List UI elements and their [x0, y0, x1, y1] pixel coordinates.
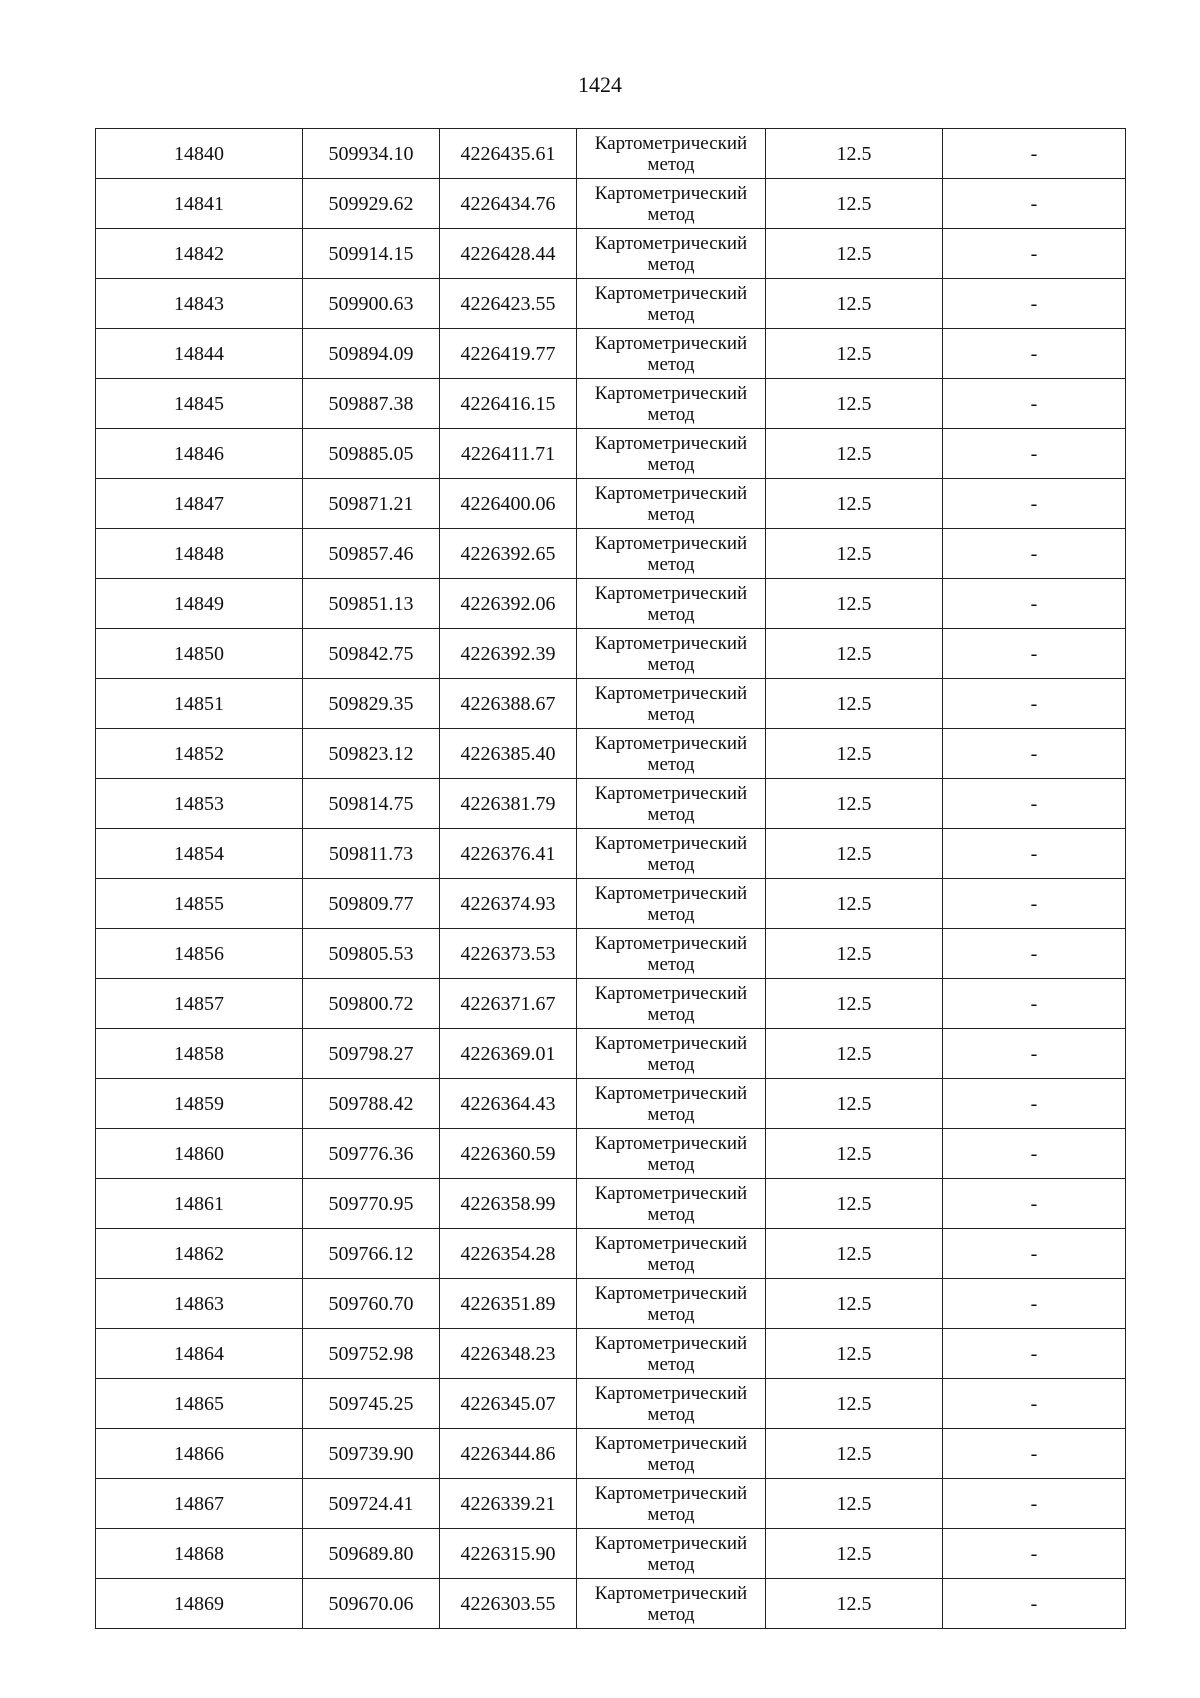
- y-coordinate-cell: 4226392.06: [440, 579, 577, 629]
- y-coordinate-cell: 4226381.79: [440, 779, 577, 829]
- y-coordinate-cell: 4226364.43: [440, 1079, 577, 1129]
- point-id-cell: 14868: [96, 1529, 303, 1579]
- x-coordinate-cell: 509823.12: [303, 729, 440, 779]
- method-text-line2: метод: [647, 1353, 695, 1375]
- method-text-line2: метод: [647, 353, 695, 375]
- note-cell: -: [943, 279, 1126, 329]
- point-id-cell: 14840: [96, 129, 303, 179]
- method-cell: [577, 229, 766, 279]
- note-cell: -: [943, 879, 1126, 929]
- method-text-line1: Картометрический: [594, 1332, 748, 1354]
- note-cell: -: [943, 729, 1126, 779]
- table-row: [96, 1229, 1126, 1279]
- method-cell: [577, 329, 766, 379]
- y-coordinate-cell: 4226416.15: [440, 379, 577, 429]
- point-id-cell: 14846: [96, 429, 303, 479]
- accuracy-cell: 12.5: [766, 829, 943, 879]
- method-text-line1: Картометрический: [594, 1082, 748, 1104]
- method-text-line2: метод: [647, 1153, 695, 1175]
- point-id-cell: 14866: [96, 1429, 303, 1479]
- table-row: [96, 429, 1126, 479]
- x-coordinate-cell: 509929.62: [303, 179, 440, 229]
- note-cell: -: [943, 429, 1126, 479]
- method-text-line1: Картометрический: [594, 582, 748, 604]
- note-cell: -: [943, 229, 1126, 279]
- method-text-line2: метод: [647, 1253, 695, 1275]
- method-text-line2: метод: [647, 653, 695, 675]
- x-coordinate-cell: 509894.09: [303, 329, 440, 379]
- point-id-cell: 14848: [96, 529, 303, 579]
- method-cell: [577, 1429, 766, 1479]
- accuracy-cell: 12.5: [766, 1429, 943, 1479]
- y-coordinate-cell: 4226376.41: [440, 829, 577, 879]
- table-row: [96, 479, 1126, 529]
- point-id-cell: 14850: [96, 629, 303, 679]
- method-text-line1: Картометрический: [594, 232, 748, 254]
- method-cell: [577, 729, 766, 779]
- y-coordinate-cell: 4226371.67: [440, 979, 577, 1029]
- point-id-cell: 14858: [96, 1029, 303, 1079]
- note-cell: -: [943, 329, 1126, 379]
- table-row: [96, 979, 1126, 1029]
- method-cell: [577, 929, 766, 979]
- method-text-line1: Картометрический: [594, 882, 748, 904]
- method-text-line1: Картометрический: [594, 782, 748, 804]
- accuracy-cell: 12.5: [766, 1179, 943, 1229]
- table-row: [96, 1029, 1126, 1079]
- y-coordinate-cell: 4226351.89: [440, 1279, 577, 1329]
- table-row: [96, 379, 1126, 429]
- method-cell: [577, 1329, 766, 1379]
- method-text-line2: метод: [647, 1303, 695, 1325]
- point-id-cell: 14854: [96, 829, 303, 879]
- x-coordinate-cell: 509871.21: [303, 479, 440, 529]
- table-row: [96, 1179, 1126, 1229]
- method-text-line2: метод: [647, 1053, 695, 1075]
- note-cell: -: [943, 579, 1126, 629]
- table-row: [96, 729, 1126, 779]
- table-row: [96, 629, 1126, 679]
- method-text-line2: метод: [647, 153, 695, 175]
- x-coordinate-cell: 509814.75: [303, 779, 440, 829]
- accuracy-cell: 12.5: [766, 279, 943, 329]
- x-coordinate-cell: 509857.46: [303, 529, 440, 579]
- point-id-cell: 14853: [96, 779, 303, 829]
- table-row: [96, 1429, 1126, 1479]
- method-cell: [577, 1379, 766, 1429]
- x-coordinate-cell: 509800.72: [303, 979, 440, 1029]
- method-text-line1: Картометрический: [594, 332, 748, 354]
- method-text-line2: метод: [647, 453, 695, 475]
- x-coordinate-cell: 509900.63: [303, 279, 440, 329]
- method-text-line2: метод: [647, 1553, 695, 1575]
- table-row: [96, 1329, 1126, 1379]
- y-coordinate-cell: 4226358.99: [440, 1179, 577, 1229]
- note-cell: -: [943, 479, 1126, 529]
- point-id-cell: 14869: [96, 1579, 303, 1629]
- table-row: [96, 329, 1126, 379]
- y-coordinate-cell: 4226423.55: [440, 279, 577, 329]
- table-row: [96, 929, 1126, 979]
- x-coordinate-cell: 509914.15: [303, 229, 440, 279]
- method-text-line1: Картометрический: [594, 1032, 748, 1054]
- y-coordinate-cell: 4226388.67: [440, 679, 577, 729]
- note-cell: -: [943, 629, 1126, 679]
- method-cell: [577, 1079, 766, 1129]
- method-cell: [577, 179, 766, 229]
- point-id-cell: 14862: [96, 1229, 303, 1279]
- method-text-line2: метод: [647, 203, 695, 225]
- accuracy-cell: 12.5: [766, 379, 943, 429]
- note-cell: -: [943, 929, 1126, 979]
- method-cell: [577, 129, 766, 179]
- accuracy-cell: 12.5: [766, 679, 943, 729]
- point-id-cell: 14844: [96, 329, 303, 379]
- method-cell: [577, 1179, 766, 1229]
- method-text-line1: Картометрический: [594, 382, 748, 404]
- note-cell: -: [943, 1529, 1126, 1579]
- x-coordinate-cell: 509842.75: [303, 629, 440, 679]
- method-text-line1: Картометрический: [594, 282, 748, 304]
- table-row: [96, 229, 1126, 279]
- method-text-line1: Картометрический: [594, 632, 748, 654]
- method-text-line1: Картометрический: [594, 1182, 748, 1204]
- y-coordinate-cell: 4226339.21: [440, 1479, 577, 1529]
- accuracy-cell: 12.5: [766, 529, 943, 579]
- point-id-cell: 14847: [96, 479, 303, 529]
- y-coordinate-cell: 4226369.01: [440, 1029, 577, 1079]
- accuracy-cell: 12.5: [766, 479, 943, 529]
- method-text-line2: метод: [647, 903, 695, 925]
- method-cell: [577, 529, 766, 579]
- y-coordinate-cell: 4226392.39: [440, 629, 577, 679]
- point-id-cell: 14859: [96, 1079, 303, 1129]
- accuracy-cell: 12.5: [766, 179, 943, 229]
- method-cell: [577, 579, 766, 629]
- table-row: [96, 879, 1126, 929]
- method-text-line2: метод: [647, 603, 695, 625]
- page-number: 1424: [578, 72, 622, 97]
- coordinates-table: [95, 128, 1126, 1629]
- point-id-cell: 14860: [96, 1129, 303, 1179]
- accuracy-cell: 12.5: [766, 779, 943, 829]
- method-text-line2: метод: [647, 853, 695, 875]
- method-text-line1: Картометрический: [594, 1432, 748, 1454]
- method-text-line2: метод: [647, 403, 695, 425]
- point-id-cell: 14849: [96, 579, 303, 629]
- accuracy-cell: 12.5: [766, 1129, 943, 1179]
- method-cell: [577, 379, 766, 429]
- method-text-line2: метод: [647, 703, 695, 725]
- note-cell: -: [943, 179, 1126, 229]
- accuracy-cell: 12.5: [766, 929, 943, 979]
- table-row: [96, 579, 1126, 629]
- point-id-cell: 14867: [96, 1479, 303, 1529]
- y-coordinate-cell: 4226315.90: [440, 1529, 577, 1579]
- method-text-line1: Картометрический: [594, 932, 748, 954]
- accuracy-cell: 12.5: [766, 629, 943, 679]
- point-id-cell: 14865: [96, 1379, 303, 1429]
- coordinates-table-body: [96, 129, 1126, 1629]
- accuracy-cell: 12.5: [766, 129, 943, 179]
- method-cell: [577, 279, 766, 329]
- method-cell: [577, 1279, 766, 1329]
- y-coordinate-cell: 4226411.71: [440, 429, 577, 479]
- point-id-cell: 14857: [96, 979, 303, 1029]
- method-text-line1: Картометрический: [594, 432, 748, 454]
- accuracy-cell: 12.5: [766, 429, 943, 479]
- method-text-line1: Картометрический: [594, 532, 748, 554]
- method-text-line1: Картометрический: [594, 982, 748, 1004]
- x-coordinate-cell: 509766.12: [303, 1229, 440, 1279]
- method-cell: [577, 1129, 766, 1179]
- x-coordinate-cell: 509776.36: [303, 1129, 440, 1179]
- accuracy-cell: 12.5: [766, 1229, 943, 1279]
- method-text-line2: метод: [647, 1603, 695, 1625]
- point-id-cell: 14864: [96, 1329, 303, 1379]
- table-row: [96, 779, 1126, 829]
- point-id-cell: 14851: [96, 679, 303, 729]
- table-row: [96, 1479, 1126, 1529]
- method-cell: [577, 1579, 766, 1629]
- method-text-line1: Картометрический: [594, 1282, 748, 1304]
- note-cell: -: [943, 1329, 1126, 1379]
- x-coordinate-cell: 509760.70: [303, 1279, 440, 1329]
- method-text-line2: метод: [647, 953, 695, 975]
- table-row: [96, 529, 1126, 579]
- table-row: [96, 1579, 1126, 1629]
- note-cell: -: [943, 1379, 1126, 1429]
- point-id-cell: 14855: [96, 879, 303, 929]
- x-coordinate-cell: 509805.53: [303, 929, 440, 979]
- accuracy-cell: 12.5: [766, 1279, 943, 1329]
- method-cell: [577, 1479, 766, 1529]
- method-text-line1: Картометрический: [594, 1132, 748, 1154]
- method-cell: [577, 1229, 766, 1279]
- method-text-line2: метод: [647, 803, 695, 825]
- x-coordinate-cell: 509670.06: [303, 1579, 440, 1629]
- table-row: [96, 679, 1126, 729]
- y-coordinate-cell: 4226392.65: [440, 529, 577, 579]
- method-text-line1: Картометрический: [594, 732, 748, 754]
- method-text-line2: метод: [647, 1403, 695, 1425]
- method-text-line2: метод: [647, 753, 695, 775]
- y-coordinate-cell: 4226400.06: [440, 479, 577, 529]
- note-cell: -: [943, 1029, 1126, 1079]
- table-row: [96, 1079, 1126, 1129]
- method-text-line1: Картометрический: [594, 1532, 748, 1554]
- y-coordinate-cell: 4226434.76: [440, 179, 577, 229]
- note-cell: -: [943, 1579, 1126, 1629]
- table-row: [96, 829, 1126, 879]
- accuracy-cell: 12.5: [766, 1479, 943, 1529]
- x-coordinate-cell: 509739.90: [303, 1429, 440, 1479]
- method-text-line2: метод: [647, 1503, 695, 1525]
- accuracy-cell: 12.5: [766, 579, 943, 629]
- y-coordinate-cell: 4226348.23: [440, 1329, 577, 1379]
- table-row: [96, 1529, 1126, 1579]
- y-coordinate-cell: 4226374.93: [440, 879, 577, 929]
- x-coordinate-cell: 509809.77: [303, 879, 440, 929]
- y-coordinate-cell: 4226303.55: [440, 1579, 577, 1629]
- method-text-line2: метод: [647, 553, 695, 575]
- point-id-cell: 14845: [96, 379, 303, 429]
- note-cell: -: [943, 679, 1126, 729]
- accuracy-cell: 12.5: [766, 1079, 943, 1129]
- note-cell: -: [943, 1079, 1126, 1129]
- method-text-line2: метод: [647, 1103, 695, 1125]
- table-row: [96, 1279, 1126, 1329]
- note-cell: -: [943, 829, 1126, 879]
- method-cell: [577, 679, 766, 729]
- method-cell: [577, 629, 766, 679]
- x-coordinate-cell: 509934.10: [303, 129, 440, 179]
- method-text-line1: Картометрический: [594, 1582, 748, 1604]
- note-cell: -: [943, 779, 1126, 829]
- x-coordinate-cell: 509724.41: [303, 1479, 440, 1529]
- point-id-cell: 14861: [96, 1179, 303, 1229]
- point-id-cell: 14843: [96, 279, 303, 329]
- method-text-line1: Картометрический: [594, 182, 748, 204]
- method-text-line1: Картометрический: [594, 1482, 748, 1504]
- method-text-line1: Картометрический: [594, 1232, 748, 1254]
- y-coordinate-cell: 4226419.77: [440, 329, 577, 379]
- method-text-line1: Картометрический: [594, 482, 748, 504]
- accuracy-cell: 12.5: [766, 1029, 943, 1079]
- x-coordinate-cell: 509887.38: [303, 379, 440, 429]
- method-text-line2: метод: [647, 1203, 695, 1225]
- point-id-cell: 14852: [96, 729, 303, 779]
- note-cell: -: [943, 1179, 1126, 1229]
- x-coordinate-cell: 509770.95: [303, 1179, 440, 1229]
- method-text-line1: Картометрический: [594, 1382, 748, 1404]
- x-coordinate-cell: 509829.35: [303, 679, 440, 729]
- accuracy-cell: 12.5: [766, 229, 943, 279]
- table-row: [96, 179, 1126, 229]
- accuracy-cell: 12.5: [766, 1379, 943, 1429]
- x-coordinate-cell: 509885.05: [303, 429, 440, 479]
- x-coordinate-cell: 509788.42: [303, 1079, 440, 1129]
- x-coordinate-cell: 509811.73: [303, 829, 440, 879]
- x-coordinate-cell: 509689.80: [303, 1529, 440, 1579]
- note-cell: -: [943, 1479, 1126, 1529]
- accuracy-cell: 12.5: [766, 329, 943, 379]
- note-cell: -: [943, 979, 1126, 1029]
- x-coordinate-cell: 509798.27: [303, 1029, 440, 1079]
- x-coordinate-cell: 509745.25: [303, 1379, 440, 1429]
- point-id-cell: 14863: [96, 1279, 303, 1329]
- method-cell: [577, 879, 766, 929]
- point-id-cell: 14856: [96, 929, 303, 979]
- method-cell: [577, 779, 766, 829]
- method-text-line1: Картометрический: [594, 132, 748, 154]
- y-coordinate-cell: 4226360.59: [440, 1129, 577, 1179]
- note-cell: -: [943, 379, 1126, 429]
- accuracy-cell: 12.5: [766, 1529, 943, 1579]
- table-row: [96, 1129, 1126, 1179]
- method-text-line1: Картометрический: [594, 682, 748, 704]
- note-cell: -: [943, 1129, 1126, 1179]
- method-text-line2: метод: [647, 1003, 695, 1025]
- note-cell: -: [943, 1229, 1126, 1279]
- table-row: [96, 129, 1126, 179]
- y-coordinate-cell: 4226385.40: [440, 729, 577, 779]
- accuracy-cell: 12.5: [766, 1329, 943, 1379]
- note-cell: -: [943, 529, 1126, 579]
- method-cell: [577, 979, 766, 1029]
- table-row: [96, 1379, 1126, 1429]
- accuracy-cell: 12.5: [766, 879, 943, 929]
- point-id-cell: 14841: [96, 179, 303, 229]
- method-text-line1: Картометрический: [594, 832, 748, 854]
- y-coordinate-cell: 4226345.07: [440, 1379, 577, 1429]
- method-cell: [577, 829, 766, 879]
- y-coordinate-cell: 4226435.61: [440, 129, 577, 179]
- y-coordinate-cell: 4226428.44: [440, 229, 577, 279]
- point-id-cell: 14842: [96, 229, 303, 279]
- method-cell: [577, 429, 766, 479]
- y-coordinate-cell: 4226354.28: [440, 1229, 577, 1279]
- method-cell: [577, 479, 766, 529]
- x-coordinate-cell: 509752.98: [303, 1329, 440, 1379]
- accuracy-cell: 12.5: [766, 729, 943, 779]
- method-text-line2: метод: [647, 1453, 695, 1475]
- note-cell: -: [943, 1429, 1126, 1479]
- method-cell: [577, 1529, 766, 1579]
- method-cell: [577, 1029, 766, 1079]
- note-cell: -: [943, 1279, 1126, 1329]
- method-text-line2: метод: [647, 303, 695, 325]
- y-coordinate-cell: 4226344.86: [440, 1429, 577, 1479]
- accuracy-cell: 12.5: [766, 979, 943, 1029]
- x-coordinate-cell: 509851.13: [303, 579, 440, 629]
- accuracy-cell: 12.5: [766, 1579, 943, 1629]
- method-text-line2: метод: [647, 503, 695, 525]
- table-row: [96, 279, 1126, 329]
- note-cell: -: [943, 129, 1126, 179]
- method-text-line2: метод: [647, 253, 695, 275]
- y-coordinate-cell: 4226373.53: [440, 929, 577, 979]
